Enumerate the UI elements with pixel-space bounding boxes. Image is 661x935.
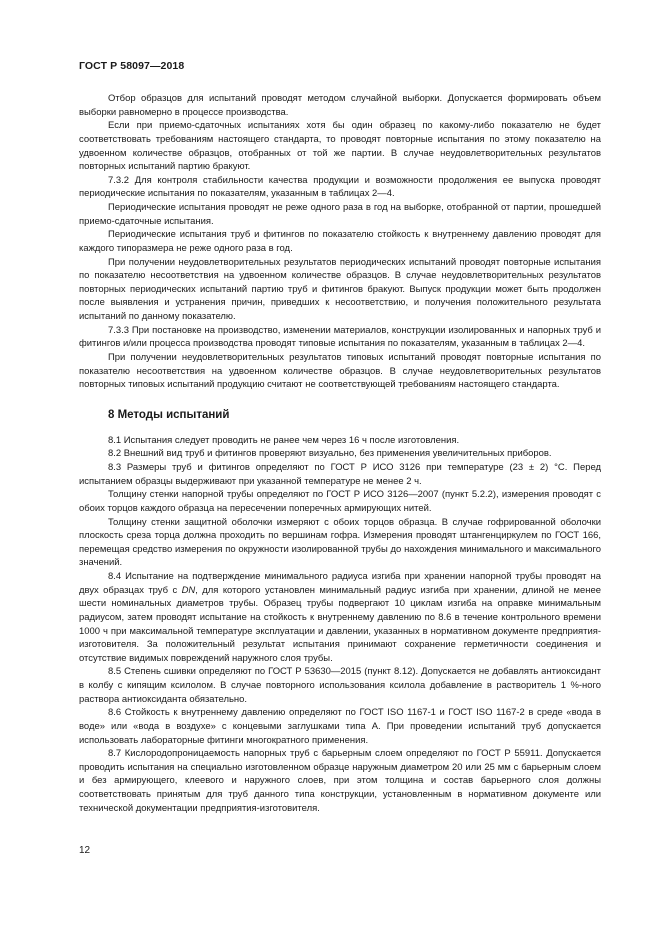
paragraph-8-2: 8.2 Внешний вид труб и фитингов проверяют визуально, без применения увеличительных приборов.: [108, 448, 552, 460]
page-number: 12: [79, 845, 91, 856]
paragraph: При получении неудовлетворительных результатов периодических испытаний проводят повторные испытания по показателю несоответствия на удвоенном количестве образцов. В случае неудовлетворительных результатов повторных периодических испытаний партию труб и фитингов бракуют. Выпуск продукции может быть продолжен после выявления и устранения причин, приведших к несоответствию, и получения положительного результата испытаний по данному показателю.: [79, 256, 601, 322]
page-header: ГОСТ Р 58097—2018: [79, 60, 185, 72]
document-body: [79, 92, 601, 815]
paragraph: Периодические испытания проводят не реже одного раза в год на выборке, отобранной от партии, прошедшей приемо-сдаточные испытания.: [79, 202, 601, 227]
paragraph: Толщину стенки защитной оболочки измеряют с обоих торцов образца. В случае гофрированной оболочки плоскость среза торца должна проходить по вершинам гофра. Измерения проводят штангенциркулем по ГОСТ 166, перемещая средство измерения по окружности изолированной трубы до нахождения минимального и максимального значений.: [79, 516, 601, 569]
paragraph-8-4: 8.4 Испытание на подтверждение минимального радиуса изгиба при хранении напорной трубы проводят на двух образцах труб с DN, для которого установлен минимальный радиус изгиба при хранении, длиной не менее шести номинальных диаметров трубы. Образец трубы подвергают 10 циклам изгиба на оправке минимальным радиусом, затем проводят испытание на стойкость к внутреннему давлению по 8.6 в течение контрольного времени 1000 ч при максимальной температуре эксплуатации и давлении, указанных в нормативном документе предприятия-изготовителя. За положительный результат испытания принимают сохранение герметичности соединения и отсутствие видимых повреждений наружного слоя трубы.: [79, 571, 601, 664]
paragraph: При получении неудовлетворительных результатов типовых испытаний проводят повторные испытания по показателю несоответствия на удвоенном количестве образцов. В случае неудовлетворительных результатов повторных типовых испытаний продукцию считают не соответствующей требованиям настоящего стандарта.: [79, 351, 601, 391]
paragraph-8-5: 8.5 Степень сшивки определяют по ГОСТ Р 53630—2015 (пункт 8.12). Допускается не добавлять антиоксидант в колбу с кипящим ксилолом. В случае повторного использования ксилола добавление в растворитель 1 %-ного раствора антиоксиданта обязательно.: [79, 666, 601, 705]
paragraph: Отбор образцов для испытаний проводят методом случайной выборки. Допускается формировать объем выборки равномерно в процессе производства.: [79, 93, 601, 118]
paragraph-8-7: 8.7 Кислородопроницаемость напорных труб с барьерным слоем определяют по ГОСТ Р 55911. Допускается проводить испытания на специально изготовленном образце наружным диаметром 20 или 25 мм с барьерным слоем и без армирующего, клеевого и наружного слоев, при этом толщина и состав барьерного слоя должны соответствовать принятым для труб данного типа конструкции, установленным в нормативном документе или технической документации предприятия-изготовителя.: [79, 748, 601, 814]
paragraph-7-3-2: 7.3.2 Для контроля стабильности качества продукции и возможности продолжения ее выпуска проводят периодические испытания по показателям, указанным в таблицах 2—4.: [79, 174, 601, 200]
paragraph-8-1: 8.1 Испытания следует проводить не ранее чем через 16 ч после изготовления.: [108, 434, 460, 446]
dn-designation: DN: [181, 584, 196, 596]
paragraph-7-3-3: 7.3.3 При постановке на производство, изменении материалов, конструкции изолированных и напорных труб и фитингов и/или процесса производства проводят типовые испытания по показателям, указанным в таблицах 2—4.: [79, 324, 601, 350]
paragraph: Толщину стенки напорной трубы определяют по ГОСТ Р ИСО 3126—2007 (пункт 5.2.2), измерения проводят с обоих торцов каждого образца на пересечении поперечных армирующих нитей.: [79, 489, 601, 514]
paragraph: Если при приемо-сдаточных испытаниях хотя бы один образец по какому-либо показателю не будет соответствовать требованиям настоящего стандарта, то проводят повторные испытания по этому показателю на удвоенном количестве образцов, отобранных от той же партии. В случае неудовлетворительных результатов повторных испытаний партию бракуют.: [79, 120, 601, 173]
section-title: 8 Методы испытаний: [108, 408, 230, 421]
paragraph-8-3: 8.3 Размеры труб и фитингов определяют по ГОСТ Р ИСО 3126 при температуре (23 ± 2) °С. Перед испытанием образцы выдерживают при указанной температуре не менее 2 ч.: [79, 462, 601, 487]
paragraph-8-6: 8.6 Стойкость к внутреннему давлению определяют по ГОСТ ISO 1167-1 и ГОСТ ISO 1167-2 в среде «вода в воде» или «вода в воздухе» с концевыми заглушками типа А. При проведении испытаний труб допускается использовать лабораторные фитинги многократного применения.: [79, 707, 601, 746]
paragraph: Периодические испытания труб и фитингов по показателю стойкость к внутреннему давлению проводят для каждого типоразмера не реже одного раза в год.: [79, 229, 601, 254]
